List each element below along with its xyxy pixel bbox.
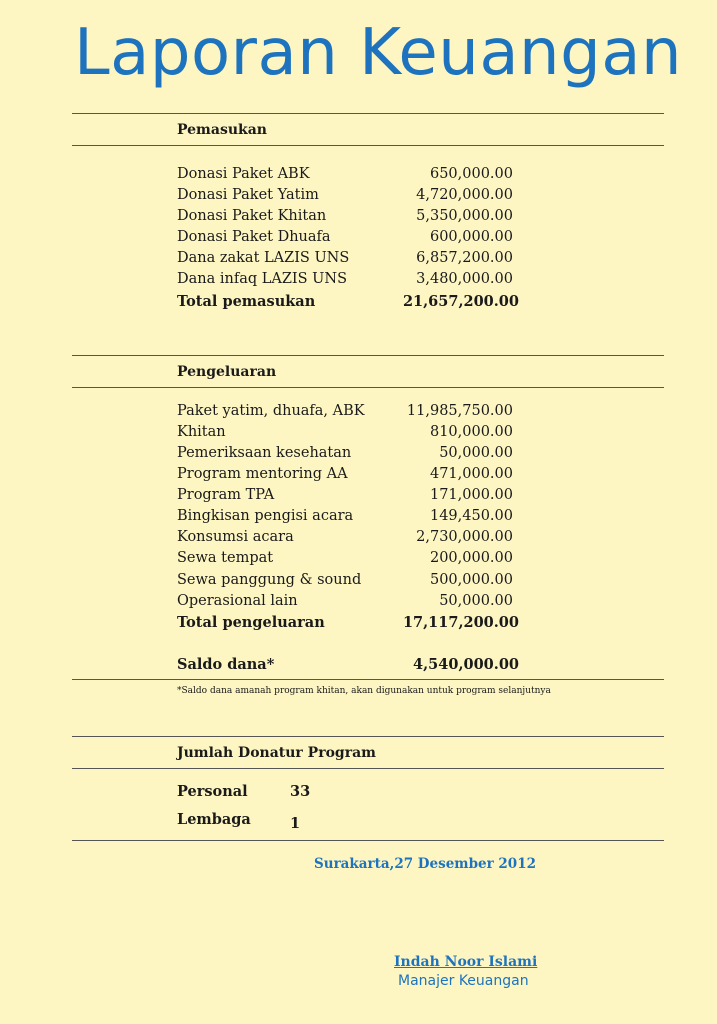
divider — [72, 355, 664, 356]
income-amount: 650,000.00 — [429, 166, 513, 182]
expense-row — [177, 529, 513, 550]
income-amount: 6,857,200.00 — [416, 250, 513, 266]
income-total-row — [177, 293, 519, 314]
income-total-amount: 21,657,200.00 — [402, 293, 519, 310]
income-row — [177, 187, 513, 208]
expense-label: Paket yatim, dhuafa, ABK — [177, 403, 365, 419]
expense-label: Konsumsi acara — [177, 529, 294, 545]
expense-label: Sewa panggung & sound — [177, 572, 362, 588]
expense-label: Program mentoring AA — [177, 466, 348, 482]
donor-institution-value: 1 — [290, 815, 301, 832]
divider — [72, 840, 664, 841]
place-date: Surakarta,27 Desember 2012 — [314, 856, 536, 872]
divider — [72, 679, 664, 680]
income-label: Dana infaq LAZIS UNS — [177, 271, 348, 287]
expense-amount: 171,000.00 — [429, 487, 513, 503]
expense-label: Khitan — [177, 424, 226, 440]
balance-row — [177, 656, 519, 677]
income-label: Donasi Paket Khitan — [177, 208, 327, 224]
expense-row — [177, 487, 513, 508]
expense-total-label: Total pengeluaran — [177, 614, 325, 631]
expense-row — [177, 572, 513, 593]
signer-name: Indah Noor Islami — [394, 954, 538, 970]
expense-total-amount: 17,117,200.00 — [402, 614, 519, 631]
income-amount: 4,720,000.00 — [416, 187, 513, 203]
donor-personal-value: 33 — [290, 783, 311, 800]
expense-row — [177, 424, 513, 445]
expense-amount: 2,730,000.00 — [416, 529, 513, 545]
divider — [72, 387, 664, 388]
income-row — [177, 229, 513, 250]
balance-footnote: *Saldo dana amanah program khitan, akan digunakan untuk program selanjutnya — [177, 686, 551, 696]
income-label: Dana zakat LAZIS UNS — [177, 250, 350, 266]
balance-amount: 4,540,000.00 — [413, 656, 519, 673]
expense-row — [177, 550, 513, 571]
expense-label: Operasional lain — [177, 593, 298, 609]
expense-amount: 50,000.00 — [439, 445, 513, 461]
divider — [72, 145, 664, 146]
divider — [72, 736, 664, 737]
income-row — [177, 271, 513, 292]
income-total-label: Total pemasukan — [177, 293, 316, 310]
page-title: Laporan Keuangan — [74, 16, 682, 90]
signer-role: Manajer Keuangan — [398, 973, 529, 989]
donor-personal-row — [177, 783, 311, 800]
expense-label: Program TPA — [177, 487, 275, 503]
income-amount: 600,000.00 — [429, 229, 513, 245]
expense-amount: 11,985,750.00 — [406, 403, 513, 419]
expense-amount: 500,000.00 — [429, 572, 513, 588]
expense-amount: 810,000.00 — [429, 424, 513, 440]
expense-label: Pemeriksaan kesehatan — [177, 445, 352, 461]
expense-row — [177, 508, 513, 529]
income-label: Donasi Paket Dhuafa — [177, 229, 331, 245]
expense-amount: 50,000.00 — [439, 593, 513, 609]
income-label: Donasi Paket ABK — [177, 166, 310, 182]
donor-institution-row — [177, 811, 301, 832]
divider — [72, 113, 664, 114]
expense-row — [177, 466, 513, 487]
donor-institution-label: Lembaga — [177, 811, 251, 828]
income-amount: 5,350,000.00 — [416, 208, 513, 224]
income-row — [177, 166, 513, 187]
balance-label: Saldo dana* — [177, 656, 275, 673]
expense-label: Bingkisan pengisi acara — [177, 508, 354, 524]
donors-heading: Jumlah Donatur Program — [177, 745, 376, 761]
expense-label: Sewa tempat — [177, 550, 274, 566]
expense-row — [177, 445, 513, 466]
expense-amount: 200,000.00 — [429, 550, 513, 566]
expense-amount: 149,450.00 — [429, 508, 513, 524]
income-heading: Pemasukan — [177, 122, 267, 138]
income-row — [177, 208, 513, 229]
divider — [72, 768, 664, 769]
income-amount: 3,480,000.00 — [416, 271, 513, 287]
income-row — [177, 250, 513, 271]
expense-amount: 471,000.00 — [429, 466, 513, 482]
expense-row — [177, 403, 513, 424]
expense-row — [177, 593, 513, 614]
income-label: Donasi Paket Yatim — [177, 187, 319, 203]
donor-personal-label: Personal — [177, 783, 248, 800]
expense-total-row — [177, 614, 519, 635]
expense-heading: Pengeluaran — [177, 364, 277, 380]
